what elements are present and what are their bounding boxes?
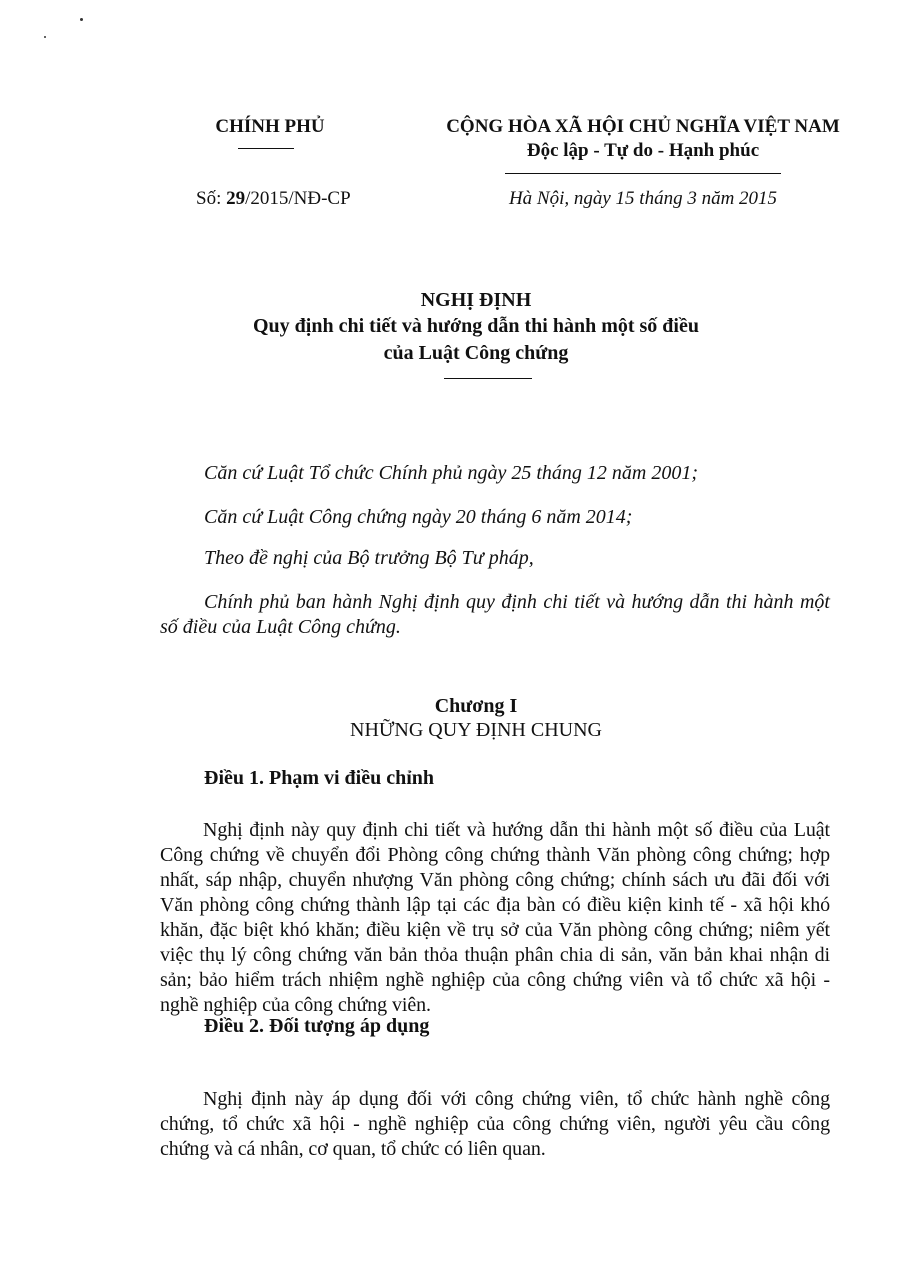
- article-2-body: Nghị định này áp dụng đối với công chứng viên, tổ chức hành nghề công chứng, tổ chức xã hội - nghề nghiệp của công chứng viên, người yêu cầu công chứng và cá nhân, cơ quan, tổ chức có liên quan.: [160, 1088, 830, 1160]
- article-2-heading: Điều 2. Đối tượng áp dụng: [204, 1015, 430, 1037]
- preamble-promulgation: Chính phủ ban hành Nghị định quy định chi tiết và hướng dẫn thi hành một số điều của Luật Công chứng.: [160, 591, 830, 638]
- motto-underline: [505, 173, 781, 174]
- chapter-label: Chương I: [434, 695, 518, 717]
- article-1-heading: Điều 1. Phạm vi điều chỉnh: [204, 767, 435, 789]
- scan-speck: [44, 36, 46, 38]
- chapter-title: NHỮNG QUY ĐỊNH CHUNG: [350, 719, 602, 741]
- national-title: CỘNG HÒA XÃ HỘI CHỦ NGHĨA VIỆT NAM: [446, 116, 840, 137]
- preamble-proposal: Theo đề nghị của Bộ trưởng Bộ Tư pháp,: [204, 547, 534, 569]
- document-subject-line2: của Luật Công chứng: [383, 342, 569, 364]
- preamble-basis-2: Căn cứ Luật Công chứng ngày 20 tháng 6 năm 2014;: [204, 506, 633, 528]
- document-number-prefix: Số:: [196, 188, 227, 209]
- document-number: [196, 187, 351, 211]
- place-date: Hà Nội, ngày 15 tháng 3 năm 2015: [508, 188, 778, 209]
- national-motto: Độc lập - Tự do - Hạnh phúc: [526, 140, 760, 161]
- document-type: NGHỊ ĐỊNH: [420, 289, 532, 311]
- document-number-bold: 29: [226, 188, 246, 209]
- article-1-body: Nghị định này quy định chi tiết và hướng dẫn thi hành một số điều của Luật Công chứng về chuyển đổi Phòng công chứng thành Văn phòng công chứng; hợp nhất, sáp nhập, chuyển nhượng Văn phòng công chứng; chính sách ưu đãi đối với Văn phòng công chứng thành lập tại các địa bàn có điều kiện kinh tế - xã hội khó khăn, đặc biệt khó khăn; điều kiện về trụ sở của Văn phòng công chứng; niêm yết việc thụ lý công chứng văn bản thỏa thuận phân chia di sản, văn bản khai nhận di sản; bảo hiểm trách nhiệm nghề nghiệp của công chứng viên và tổ chức xã hội - nghề nghiệp của công chứng viên.: [160, 819, 830, 1016]
- document-number-suffix: /2015/NĐ-CP: [245, 188, 351, 209]
- document-subject-line1: Quy định chi tiết và hướng dẫn thi hành một số điều: [253, 315, 699, 337]
- title-underline: [444, 378, 532, 379]
- agency-underline: [238, 148, 294, 149]
- scan-speck: [80, 18, 83, 21]
- issuing-agency: CHÍNH PHỦ: [215, 116, 325, 137]
- preamble-basis-1: Căn cứ Luật Tổ chức Chính phủ ngày 25 tháng 12 năm 2001;: [204, 462, 699, 484]
